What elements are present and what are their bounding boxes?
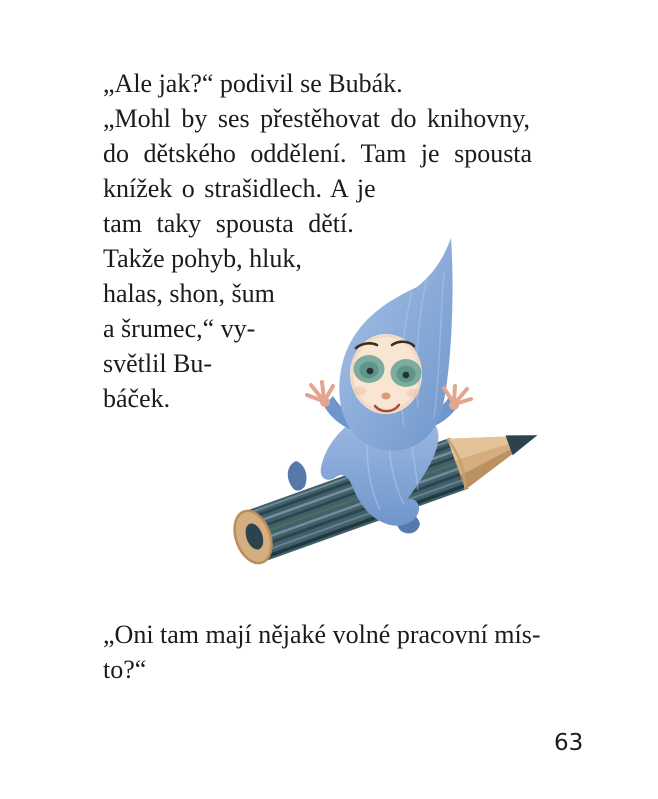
nose xyxy=(382,393,391,400)
right-cheek-blush xyxy=(407,389,420,398)
paragraph-2 xyxy=(103,617,541,687)
left-foot xyxy=(288,461,307,491)
text-line: „Mohl by ses přestěhovat do knihovny, xyxy=(103,104,531,133)
illustration-bubacek-on-pencil xyxy=(222,232,552,572)
text-line: do dětského oddělení. Tam je spousta xyxy=(103,139,533,168)
text-line: světlil Bu- xyxy=(103,349,213,378)
text-line: tam taky spousta dětí. xyxy=(103,209,354,238)
text-line: báček. xyxy=(103,384,171,413)
text-line: „Oni tam mají nějaké volné pracovní mís- xyxy=(103,620,541,649)
text-line: knížek o strašidlech. A je xyxy=(103,174,376,203)
text-line: „Ale jak?“ podivil se Bubák. xyxy=(103,69,403,98)
text-line: halas, shon, šum xyxy=(103,279,275,308)
text-line: a šrumec,“ vy- xyxy=(103,314,256,343)
left-cheek-blush xyxy=(354,387,367,396)
left-eye xyxy=(354,355,385,383)
left-hand xyxy=(307,382,333,407)
text-line: to?“ xyxy=(103,655,147,684)
right-eye xyxy=(391,359,422,387)
page-number: 63 xyxy=(554,730,584,756)
text-line: Takže pohyb, hluk, xyxy=(103,244,302,273)
